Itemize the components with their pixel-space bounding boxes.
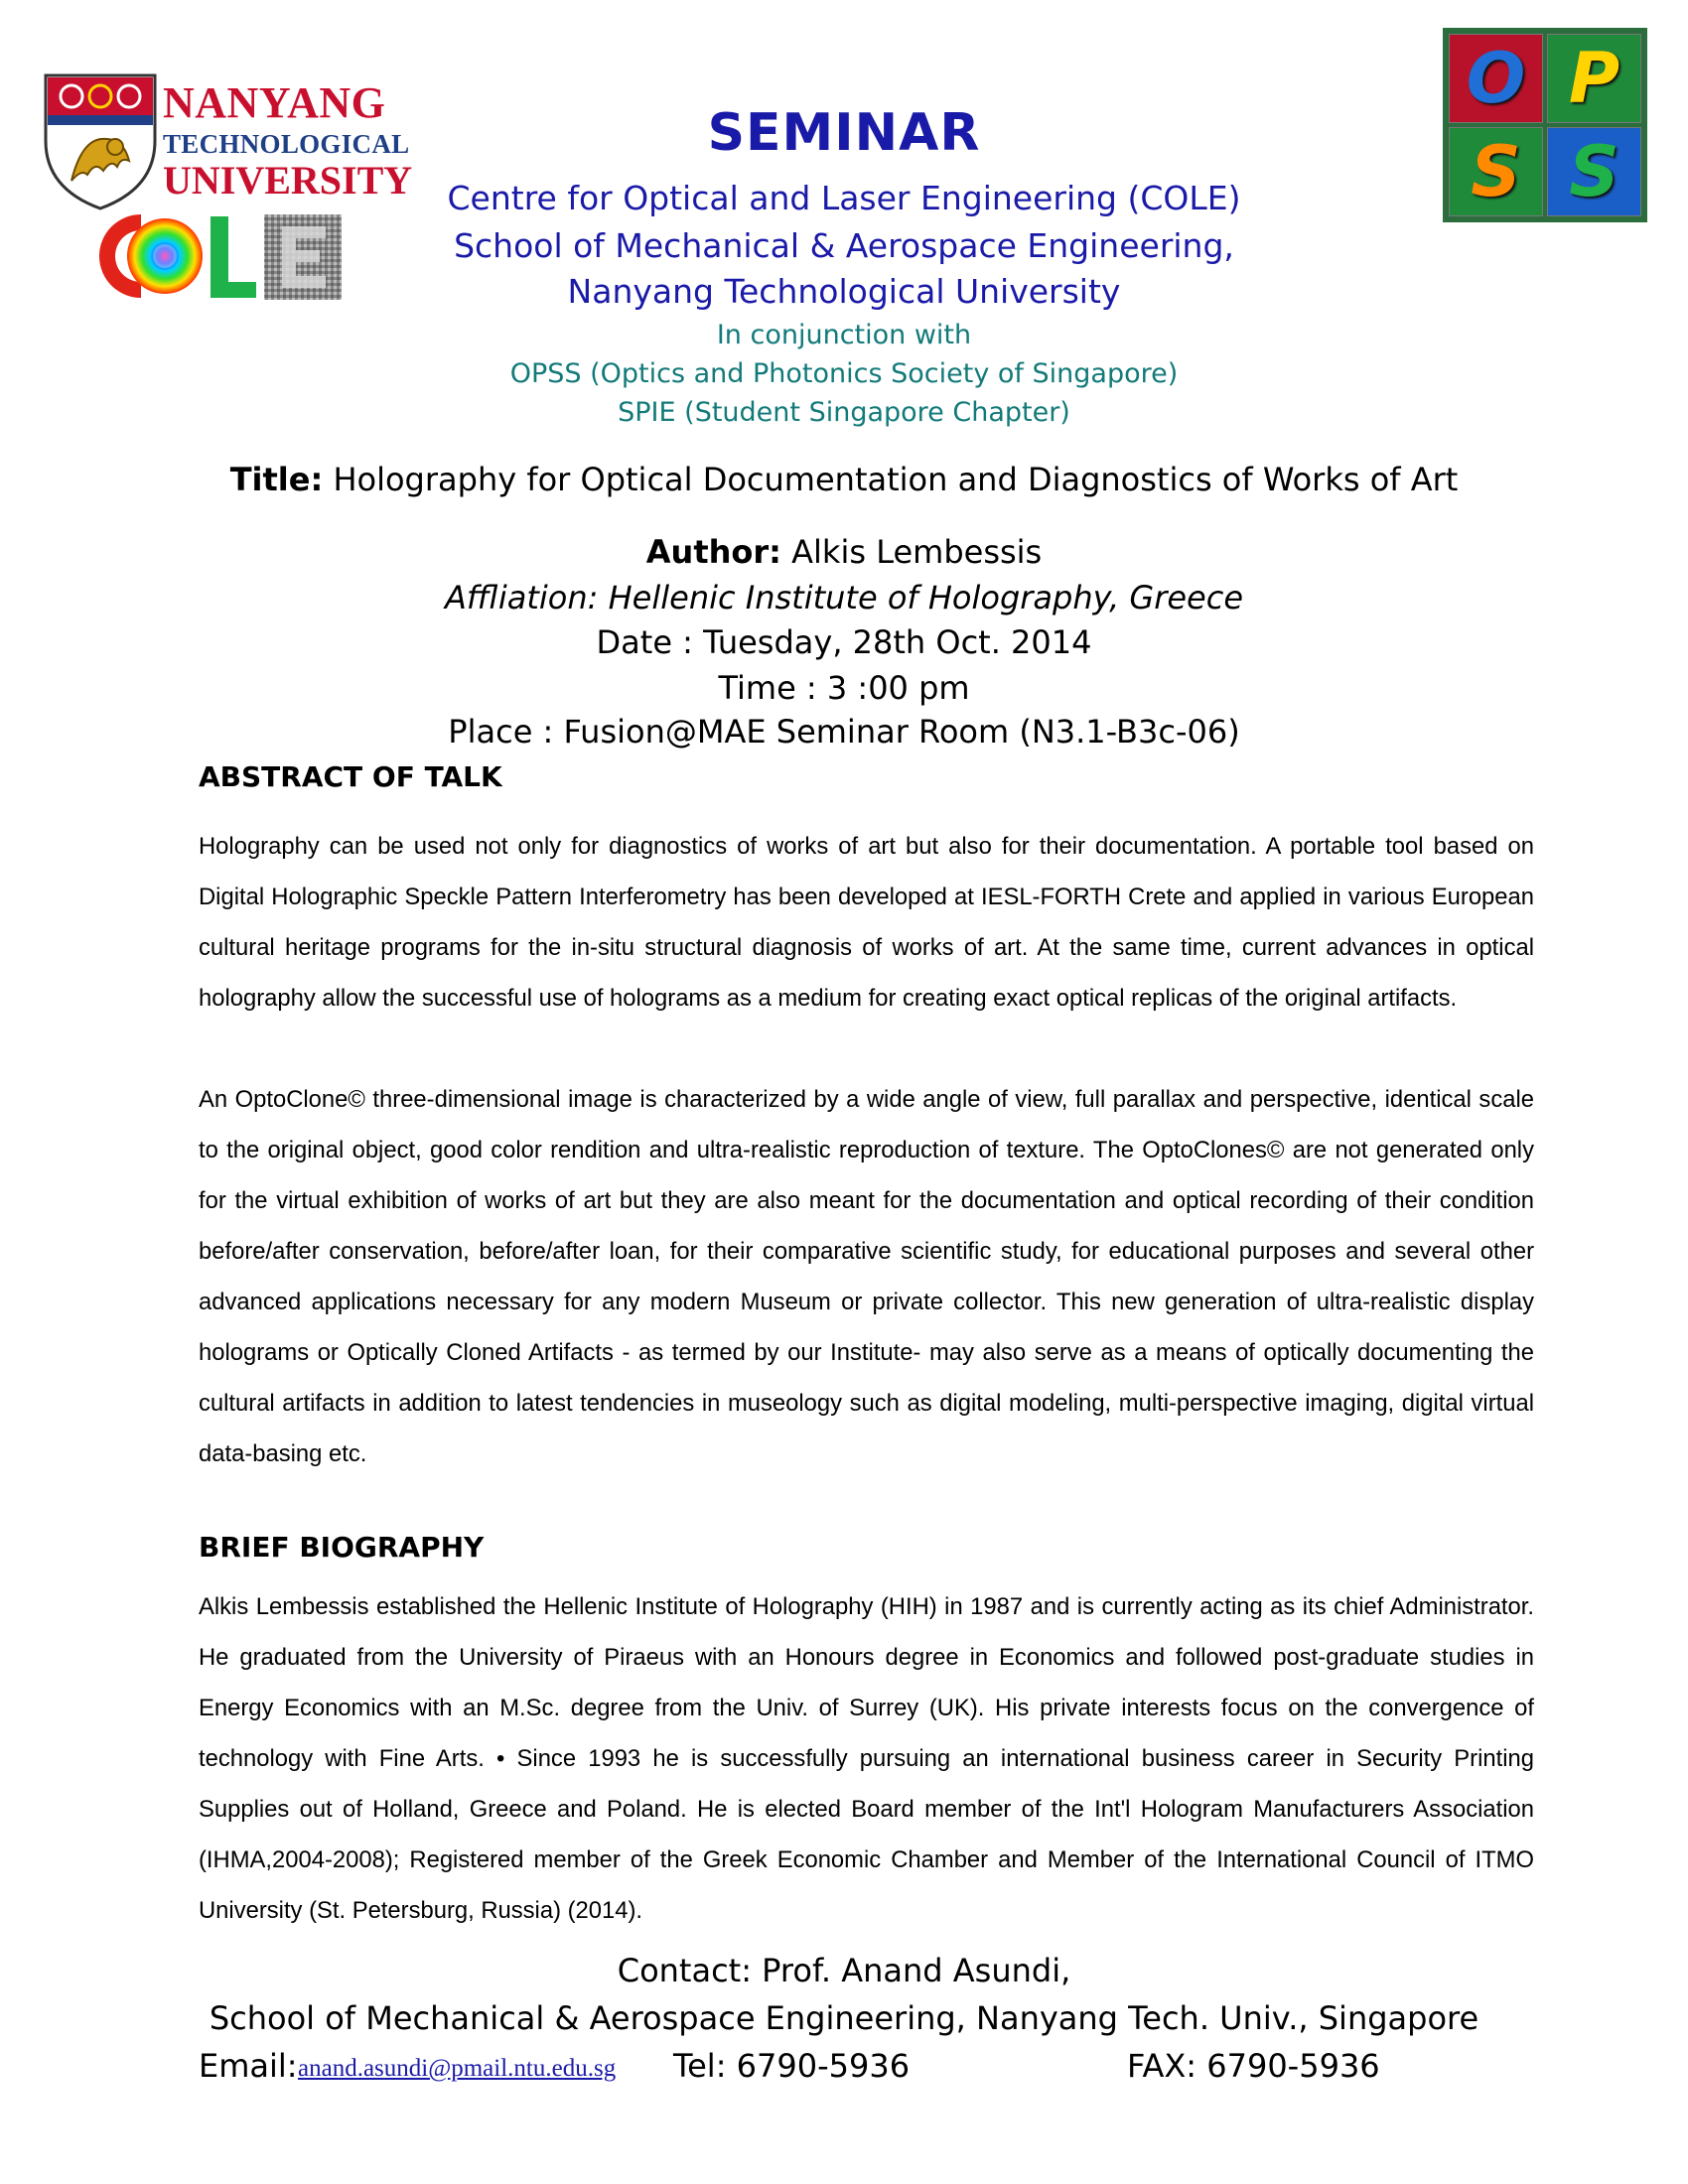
author-name: Alkis Lembessis — [780, 533, 1043, 571]
ntu-name-line1: NANYANG — [163, 78, 386, 127]
author-label: Author: — [645, 533, 781, 571]
abstract-paragraph-1: Holography can be used not only for diagnostics of works of art but also for their documentation. A portable tool based on Digital Holographic Speckle Pattern Interferometry has been developed at IESL-FORTH Crete and applied in various European cultural heritage programs for the in-situ structural diagnosis of works of art. At the same time, current advances in optical holography allow the successful use of holograms as a medium for creating exact optical replicas of the original artifacts. — [199, 833, 1534, 1012]
opss-letter-s1: S — [1449, 127, 1543, 216]
abstract-paragraph-2: An OptoClone© three-dimensional image is characterized by a wide angle of view, full parallax and perspective, identical scale to the original object, good color rendition and ultra-realistic reproduction of texture. The OptoClones© are not generated only for the virtual exhibition of works of art but they are also meant for the documentation and optical recording of their condition before/after conservation, before/after loan, for their comparative scientific study, for educational purposes and several other advanced applications necessary for any modern Museum or private collector. This new generation of ultra-realistic display holograms or Optically Cloned Artifacts - as termed by our Institute- may also serve as a means of optically documenting the cultural artifacts in addition to latest tendencies in museology such as digital modeling, multi-perspective imaging, digital virtual data-basing etc. — [199, 1086, 1534, 1467]
opss-letter-p: P — [1547, 34, 1641, 123]
abstract-heading: ABSTRACT OF TALK — [199, 760, 502, 793]
talk-title — [0, 461, 1688, 498]
host-centre: Centre for Optical and Laser Engineering (COLE) — [447, 179, 1241, 217]
talk-title-label: Title: — [229, 461, 324, 498]
ntu-name-line2: TECHNOLOGICAL — [163, 129, 410, 159]
talk-title-text: Holography for Optical Documentation and Diagnostics of Works of Art — [323, 461, 1459, 498]
contact-school: School of Mechanical & Aerospace Engineering, Nanyang Tech. Univ., Singapore — [209, 1999, 1479, 2037]
email-label: Email: — [199, 2047, 298, 2085]
telephone-number: Tel: 6790-5936 — [673, 2047, 911, 2085]
seminar-title: SEMINAR — [707, 103, 981, 163]
biography-heading: BRIEF BIOGRAPHY — [199, 1531, 485, 1564]
talk-place: Place : Fusion@MAE Seminar Room (N3.1-B3c-06) — [448, 713, 1240, 751]
opss-letter-o: O — [1449, 34, 1543, 123]
talk-date: Date : Tuesday, 28th Oct. 2014 — [596, 623, 1092, 661]
author-line — [0, 533, 1688, 571]
contact-details — [199, 2047, 1489, 2091]
opss-letter-s2: S — [1547, 127, 1641, 216]
fax-number: FAX: 6790-5936 — [1127, 2047, 1380, 2085]
affiliation: Affliation: Hellenic Institute of Holography, Greece — [444, 579, 1244, 616]
email-link[interactable]: anand.asundi@pmail.ntu.edu.sg — [298, 2055, 617, 2082]
ntu-name-line3: UNIVERSITY — [163, 158, 413, 203]
partner-spie: SPIE (Student Singapore Chapter) — [618, 397, 1070, 428]
conjunction-text: In conjunction with — [716, 320, 972, 350]
partner-opss: OPSS (Optics and Photonics Society of Singapore) — [509, 358, 1179, 389]
host-school: School of Mechanical & Aerospace Engineering, — [454, 226, 1234, 265]
contact-name: Contact: Prof. Anand Asundi, — [617, 1952, 1071, 1989]
biography-paragraph: Alkis Lembessis established the Hellenic Institute of Holography (HIH) in 1987 and is currently acting as its chief Administrator. He graduated from the University of Piraeus with an Honours degree in Economics and followed post-graduate studies in Energy Economics with an M.Sc. degree from the Univ. of Surrey (UK). His private interests focus on the convergence of technology with Fine Arts. • Since 1993 he is successfully pursuing an international business career in Security Printing Supplies out of Holland, Greece and Poland. He is elected Board member of the Int'l Hologram Manufacturers Association (IHMA,2004-2008); Registered member of the Greek Economic Chamber and Member of the International Council of ITMO University (St. Petersburg, Russia) (2014). — [199, 1593, 1534, 1924]
talk-time: Time : 3 :00 pm — [718, 669, 970, 707]
host-university: Nanyang Technological University — [567, 272, 1121, 311]
